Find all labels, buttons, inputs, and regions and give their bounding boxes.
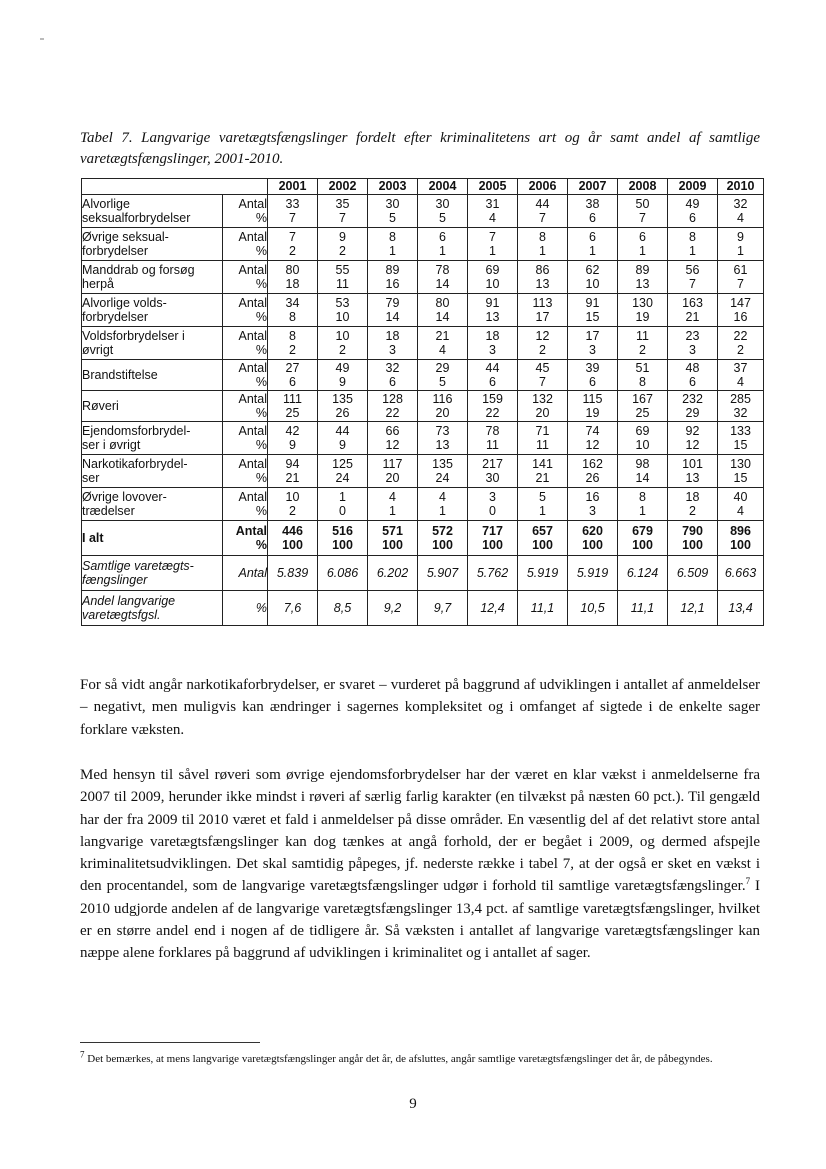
table-cell: 11 2 — [618, 327, 668, 360]
table-cell: 117 20 — [368, 455, 418, 488]
table-cell: 27 6 — [268, 360, 318, 391]
table-cell: 5.762 — [468, 556, 518, 591]
table-cell: 8 1 — [668, 228, 718, 261]
table-cell: 49 6 — [668, 195, 718, 228]
table-cell: 31 4 — [468, 195, 518, 228]
table-cell: 21 4 — [418, 327, 468, 360]
table-cell: 5.907 — [418, 556, 468, 591]
table-cell: 147 16 — [718, 294, 764, 327]
table-cell: 78 14 — [418, 261, 468, 294]
table-cell: 80 18 — [268, 261, 318, 294]
page-number: 9 — [409, 1096, 417, 1112]
table-cell: 159 22 — [468, 391, 518, 422]
table-cell: 8 2 — [268, 327, 318, 360]
table-cell: 32 4 — [718, 195, 764, 228]
table-cell: 5.919 — [568, 556, 618, 591]
paragraph-2-text: Med hensyn til såvel røveri som øvrige ejendomsforbrydelser har der været en klar vækst i anmeldelserne fra 2007 til 2009, herunder ikke mindst i røveri af særlig farlig karakter (en tilvækst på næsten 60 pct.). Til gengæld har der fra 2009 til 2010 været et fald i anmeldelser på disse områder. En væsentlig del af det relativt store antal langvarige varetægtsfængslinger kan dog tænkes at angå forhold, der er begået i 2009, og dermed afspejle kriminalitetsudviklingen. Det skal samtidig påpeges, jf. nederste række i tabel 7, at der også er sket en vækst i den procentandel, som de langvarige varetægtsfængslinger udgør i forhold til samtlige varetægtsfængslinger. — [80, 767, 760, 895]
table-cell: 128 22 — [368, 391, 418, 422]
table-cell: 135 26 — [318, 391, 368, 422]
table-row — [82, 228, 764, 261]
header-row — [82, 179, 764, 195]
table-cell: 37 4 — [718, 360, 764, 391]
table-cell: 92 12 — [668, 422, 718, 455]
data-table — [81, 178, 764, 626]
table-cell: 22 2 — [718, 327, 764, 360]
table-cell: 73 13 — [418, 422, 468, 455]
table-cell: 125 24 — [318, 455, 368, 488]
table-cell: 8 1 — [368, 228, 418, 261]
row-label: Ejendomsforbrydel- ser i øvrigt — [82, 422, 223, 455]
row-unit: Antal % — [223, 195, 268, 228]
year-header: 2010 — [718, 179, 764, 195]
table-row — [82, 294, 764, 327]
table-cell: 9 1 — [718, 228, 764, 261]
table-cell: 45 7 — [518, 360, 568, 391]
table-cell: 141 21 — [518, 455, 568, 488]
row-label: Brandstiftelse — [82, 360, 223, 391]
table-cell: 132 20 — [518, 391, 568, 422]
table-cell: 115 19 — [568, 391, 618, 422]
row-label: Narkotikaforbrydel- ser — [82, 455, 223, 488]
row-unit: Antal — [223, 556, 268, 591]
table-cell: 40 4 — [718, 488, 764, 521]
table-cell: 94 21 — [268, 455, 318, 488]
table-cell: 167 25 — [618, 391, 668, 422]
footnote-text: Det bemærkes, at mens langvarige varetægtsfængslinger angår det år, de afsluttes, angår samtlige varetægtsfængslinger det år, de påbegyndes. — [87, 1053, 713, 1065]
table-cell: 13,4 — [718, 591, 764, 626]
table-row — [82, 591, 764, 626]
year-header: 2005 — [468, 179, 518, 195]
table-cell: 74 12 — [568, 422, 618, 455]
table-cell: 78 11 — [468, 422, 518, 455]
table-cell: 23 3 — [668, 327, 718, 360]
table-cell: 32 6 — [368, 360, 418, 391]
year-header: 2001 — [268, 179, 318, 195]
row-label: Samtlige varetægts- fængslinger — [82, 556, 223, 591]
table-cell: 7 1 — [468, 228, 518, 261]
table-cell: 5.919 — [518, 556, 568, 591]
footnote-number: 7 — [80, 1049, 85, 1060]
footnote — [80, 1049, 760, 1067]
table-caption: Tabel 7. Langvarige varetægtsfængslinger fordelt efter kriminalitetens art og år samt andel af samtlige varetægtsfængslinger, 2001-2010. — [80, 130, 760, 167]
row-unit: Antal % — [223, 327, 268, 360]
header-blank — [82, 179, 268, 195]
table-cell: 6.124 — [618, 556, 668, 591]
table-cell: 30 5 — [418, 195, 468, 228]
table-cell: 571 100 — [368, 521, 418, 556]
row-label: Røveri — [82, 391, 223, 422]
row-label: Øvrige seksual- forbrydelser — [82, 228, 223, 261]
table-cell: 39 6 — [568, 360, 618, 391]
table-cell: 50 7 — [618, 195, 668, 228]
table-cell: 10,5 — [568, 591, 618, 626]
footnote-divider — [80, 1042, 260, 1043]
table-cell: 12,4 — [468, 591, 518, 626]
table-cell: 135 24 — [418, 455, 468, 488]
year-header: 2008 — [618, 179, 668, 195]
table-cell: 516 100 — [318, 521, 368, 556]
table-cell: 1 0 — [318, 488, 368, 521]
table-row — [82, 488, 764, 521]
table-cell: 86 13 — [518, 261, 568, 294]
table-cell: 17 3 — [568, 327, 618, 360]
table-cell: 51 8 — [618, 360, 668, 391]
table-cell: 69 10 — [468, 261, 518, 294]
year-header: 2009 — [668, 179, 718, 195]
table-cell: 217 30 — [468, 455, 518, 488]
row-unit: Antal % — [223, 294, 268, 327]
row-label: Alvorlige volds- forbrydelser — [82, 294, 223, 327]
table-cell: 34 8 — [268, 294, 318, 327]
table-cell: 9,7 — [418, 591, 468, 626]
table-cell: 896 100 — [718, 521, 764, 556]
table-cell: 42 9 — [268, 422, 318, 455]
table-row — [82, 195, 764, 228]
row-unit: % — [223, 591, 268, 626]
table-cell: 61 7 — [718, 261, 764, 294]
footnote-ref: 7 — [745, 876, 751, 887]
table-cell: 44 9 — [318, 422, 368, 455]
table-cell: 29 5 — [418, 360, 468, 391]
table-cell: 33 7 — [268, 195, 318, 228]
row-unit: Antal % — [223, 228, 268, 261]
table-row — [82, 360, 764, 391]
row-label: Øvrige lovover- trædelser — [82, 488, 223, 521]
table-cell: 113 17 — [518, 294, 568, 327]
table-cell: 12 2 — [518, 327, 568, 360]
table-cell: 6.509 — [668, 556, 718, 591]
row-unit: Antal % — [223, 360, 268, 391]
table-cell: 69 10 — [618, 422, 668, 455]
table-row — [82, 422, 764, 455]
table-cell: 6 1 — [418, 228, 468, 261]
table-cell: 18 2 — [668, 488, 718, 521]
table-cell: 55 11 — [318, 261, 368, 294]
table-cell: 10 2 — [268, 488, 318, 521]
table-cell: 285 32 — [718, 391, 764, 422]
table-cell: 5 1 — [518, 488, 568, 521]
table-cell: 11,1 — [618, 591, 668, 626]
table-cell: 79 14 — [368, 294, 418, 327]
table-cell: 133 15 — [718, 422, 764, 455]
row-unit: Antal % — [223, 455, 268, 488]
table-cell: 679 100 — [618, 521, 668, 556]
table-cell: 232 29 — [668, 391, 718, 422]
year-header: 2003 — [368, 179, 418, 195]
table-cell: 4 1 — [418, 488, 468, 521]
table-cell: 9,2 — [368, 591, 418, 626]
table-cell: 7 2 — [268, 228, 318, 261]
table-cell: 98 14 — [618, 455, 668, 488]
table-cell: 5.839 — [268, 556, 318, 591]
table-cell: 9 2 — [318, 228, 368, 261]
table-row — [82, 261, 764, 294]
row-unit: Antal % — [223, 391, 268, 422]
table-cell: 572 100 — [418, 521, 468, 556]
table-cell: 10 2 — [318, 327, 368, 360]
table-cell: 8 1 — [618, 488, 668, 521]
year-header: 2004 — [418, 179, 468, 195]
row-unit: Antal % — [223, 261, 268, 294]
table-cell: 446 100 — [268, 521, 318, 556]
table-cell: 6.663 — [718, 556, 764, 591]
table-cell: 62 10 — [568, 261, 618, 294]
table-cell: 657 100 — [518, 521, 568, 556]
table-row — [82, 327, 764, 360]
table-cell: 7,6 — [268, 591, 318, 626]
table-cell: 71 11 — [518, 422, 568, 455]
table-cell: 30 5 — [368, 195, 418, 228]
table-cell: 101 13 — [668, 455, 718, 488]
table-cell: 91 15 — [568, 294, 618, 327]
row-label: Alvorlige seksualforbrydelser — [82, 195, 223, 228]
table-cell: 4 1 — [368, 488, 418, 521]
table-cell: 790 100 — [668, 521, 718, 556]
table-row — [82, 556, 764, 591]
table-cell: 130 15 — [718, 455, 764, 488]
year-header: 2007 — [568, 179, 618, 195]
table-cell: 8,5 — [318, 591, 368, 626]
table-row — [82, 391, 764, 422]
table-cell: 89 16 — [368, 261, 418, 294]
row-unit: Antal % — [223, 521, 268, 556]
table-cell: 53 10 — [318, 294, 368, 327]
table-cell: 12,1 — [668, 591, 718, 626]
table-cell: 111 25 — [268, 391, 318, 422]
table-cell: 620 100 — [568, 521, 618, 556]
row-unit: Antal % — [223, 422, 268, 455]
table-cell: 116 20 — [418, 391, 468, 422]
table-cell: 80 14 — [418, 294, 468, 327]
table-cell: 717 100 — [468, 521, 518, 556]
table-cell: 48 6 — [668, 360, 718, 391]
row-unit: Antal % — [223, 488, 268, 521]
table-cell: 44 7 — [518, 195, 568, 228]
table-cell: 44 6 — [468, 360, 518, 391]
row-label: Andel langvarige varetægtsfgsl. — [82, 591, 223, 626]
paragraph-2-cont: I 2010 udgjorde andelen af de langvarige varetægtsfængslinger 13,4 pct. af samtlige varetægtsfængslinger, hvilket er en større andel end i nogen af de tidligere år. Så væksten i antallet af langvarige varetægtsfængslinger kan næppe alene forklares på baggrund af udviklingen i kriminalitet og i antallet af sager. — [80, 878, 761, 962]
table-cell: 162 26 — [568, 455, 618, 488]
paragraph-1: For så vidt angår narkotikaforbrydelser, er svaret – vurderet på baggrund af udviklingen i antallet af anmeldelser – negativt, men muligvis kan ændringer i sagernes kompleksitet og i omfanget af sigtede i de enkelte sager forklare væksten. — [80, 677, 760, 738]
table-cell: 8 1 — [518, 228, 568, 261]
table-cell: 6 1 — [568, 228, 618, 261]
table-cell: 66 12 — [368, 422, 418, 455]
table-cell: 6.202 — [368, 556, 418, 591]
table-cell: 6.086 — [318, 556, 368, 591]
paragraph-2 — [80, 764, 760, 965]
scan-artifact — [40, 38, 44, 40]
table-cell: 91 13 — [468, 294, 518, 327]
table-cell: 6 1 — [618, 228, 668, 261]
table-cell: 49 9 — [318, 360, 368, 391]
table-cell: 130 19 — [618, 294, 668, 327]
table-cell: 16 3 — [568, 488, 618, 521]
table-cell: 35 7 — [318, 195, 368, 228]
row-label: Manddrab og forsøg herpå — [82, 261, 223, 294]
row-label: Voldsforbrydelser i øvrigt — [82, 327, 223, 360]
table-cell: 18 3 — [368, 327, 418, 360]
table-cell: 11,1 — [518, 591, 568, 626]
table-cell: 56 7 — [668, 261, 718, 294]
table-row — [82, 455, 764, 488]
year-header: 2006 — [518, 179, 568, 195]
table-cell: 3 0 — [468, 488, 518, 521]
table-row — [82, 521, 764, 556]
table-cell: 18 3 — [468, 327, 518, 360]
table-cell: 163 21 — [668, 294, 718, 327]
year-header: 2002 — [318, 179, 368, 195]
table-cell: 89 13 — [618, 261, 668, 294]
row-label: I alt — [82, 521, 223, 556]
table-cell: 38 6 — [568, 195, 618, 228]
